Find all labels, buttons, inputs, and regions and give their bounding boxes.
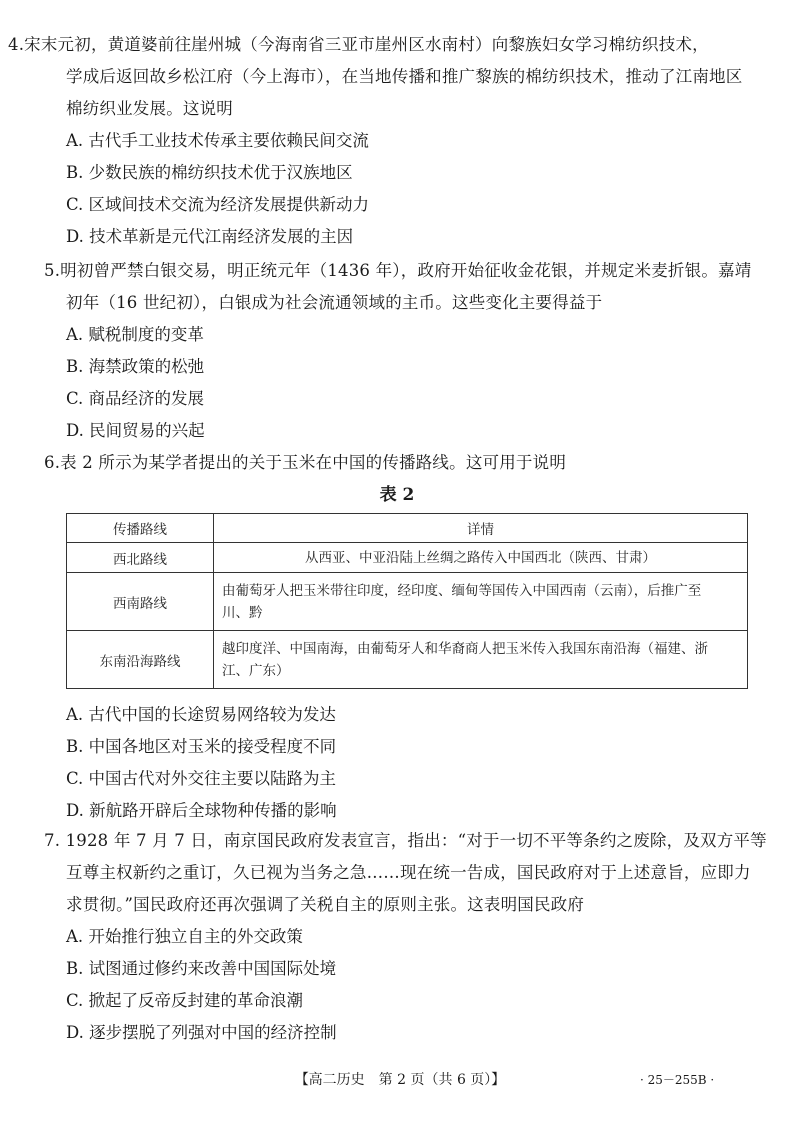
q4-option-b: B. 少数民族的棉纺织技术优于汉族地区 xyxy=(66,163,353,182)
q4-stem-line-2: 学成后返回故乡松江府（今上海市），在当地传播和推广黎族的棉纺织技术，推动了江南地区 xyxy=(66,67,743,86)
route-name: 东南沿海路线 xyxy=(67,631,214,689)
q7-stem-line-2: 互尊主权新约之重订，久已视为当务之急……现在统一告成，国民政府对于上述意旨，应即力 xyxy=(66,863,751,882)
q5-option-c: C. 商品经济的发展 xyxy=(66,389,205,408)
route-detail: 从西亚、中亚沿陆上丝绸之路传入中国西北（陕西、甘肃） xyxy=(214,543,748,573)
table-row xyxy=(67,573,748,631)
q4-stem-line-3: 棉纺织业发展。这说明 xyxy=(66,99,233,118)
q4-option-c: C. 区域间技术交流为经济发展提供新动力 xyxy=(66,195,370,214)
q4-option-d: D. 技术革新是元代江南经济发展的主因 xyxy=(66,227,354,246)
table-caption: 表 2 xyxy=(379,485,415,505)
q6-option-c: C. 中国古代对外交往主要以陆路为主 xyxy=(66,769,337,788)
q5-stem-line-1: 5.明初曾严禁白银交易，明正统元年（1436 年），政府开始征收金花银，并规定米麦折银。嘉靖 xyxy=(44,261,752,280)
q7-option-a: A. 开始推行独立自主的外交政策 xyxy=(66,927,303,946)
q6-option-d: D. 新航路开辟后全球物种传播的影响 xyxy=(66,801,337,820)
q4-option-a: A. 古代手工业技术传承主要依赖民间交流 xyxy=(66,131,369,150)
route-detail xyxy=(214,573,748,631)
paper-code: · 25－255B · xyxy=(640,1073,715,1087)
q7-option-b: B. 试图通过修约来改善中国国际处境 xyxy=(66,959,337,978)
page-number-label: 【高二历史 第 2 页（共 6 页）】 xyxy=(294,1072,506,1088)
q7-option-c: C. 掀起了反帝反封建的革命浪潮 xyxy=(66,991,304,1010)
q5-option-d: D. 民间贸易的兴起 xyxy=(66,421,205,440)
table-header-row xyxy=(67,514,748,543)
q7-stem-line-3: 求贯彻。”国民政府还再次强调了关税自主的原则主张。这表明国民政府 xyxy=(66,895,585,914)
q6-stem-line-1: 6.表 2 所示为某学者提出的关于玉米在中国的传播路线。这可用于说明 xyxy=(44,453,567,472)
table-row xyxy=(67,631,748,689)
q6-option-b: B. 中国各地区对玉米的接受程度不同 xyxy=(66,737,337,756)
route-name: 西南路线 xyxy=(67,573,214,631)
q6-option-a: A. 古代中国的长途贸易网络较为发达 xyxy=(66,705,336,724)
q4-stem-line-1: 4.宋末元初，黄道婆前往崖州城（今海南省三亚市崖州区水南村）向黎族妇女学习棉纺织技术， xyxy=(8,35,709,54)
route-name: 西北路线 xyxy=(67,543,214,573)
table-row xyxy=(67,543,748,573)
table-header-route: 传播路线 xyxy=(67,514,214,543)
route-detail-line: 川、黔 xyxy=(222,604,263,621)
route-detail-line: 越印度洋、中国南海，由葡萄牙人和华裔商人把玉米传入我国东南沿海（福建、浙 xyxy=(222,640,708,657)
route-detail xyxy=(214,631,748,689)
q5-option-b: B. 海禁政策的松弛 xyxy=(66,357,205,376)
q5-stem-line-2: 初年（16 世纪初），白银成为社会流通领域的主币。这些变化主要得益于 xyxy=(66,293,603,312)
q5-option-a: A. 赋税制度的变革 xyxy=(66,325,204,344)
route-detail-line: 由葡萄牙人把玉米带往印度，经印度、缅甸等国传入中国西南（云南），后推广至 xyxy=(222,582,702,599)
route-table xyxy=(66,513,748,689)
route-detail-line: 江、广东） xyxy=(222,662,290,679)
q7-option-d: D. 逐步摆脱了列强对中国的经济控制 xyxy=(66,1023,337,1042)
table-header-detail: 详情 xyxy=(214,514,748,543)
q7-stem-line-1: 7. 1928 年 7 月 7 日，南京国民政府发表宣言，指出：“对于一切不平等条约之废除，及双方平等 xyxy=(44,831,767,850)
